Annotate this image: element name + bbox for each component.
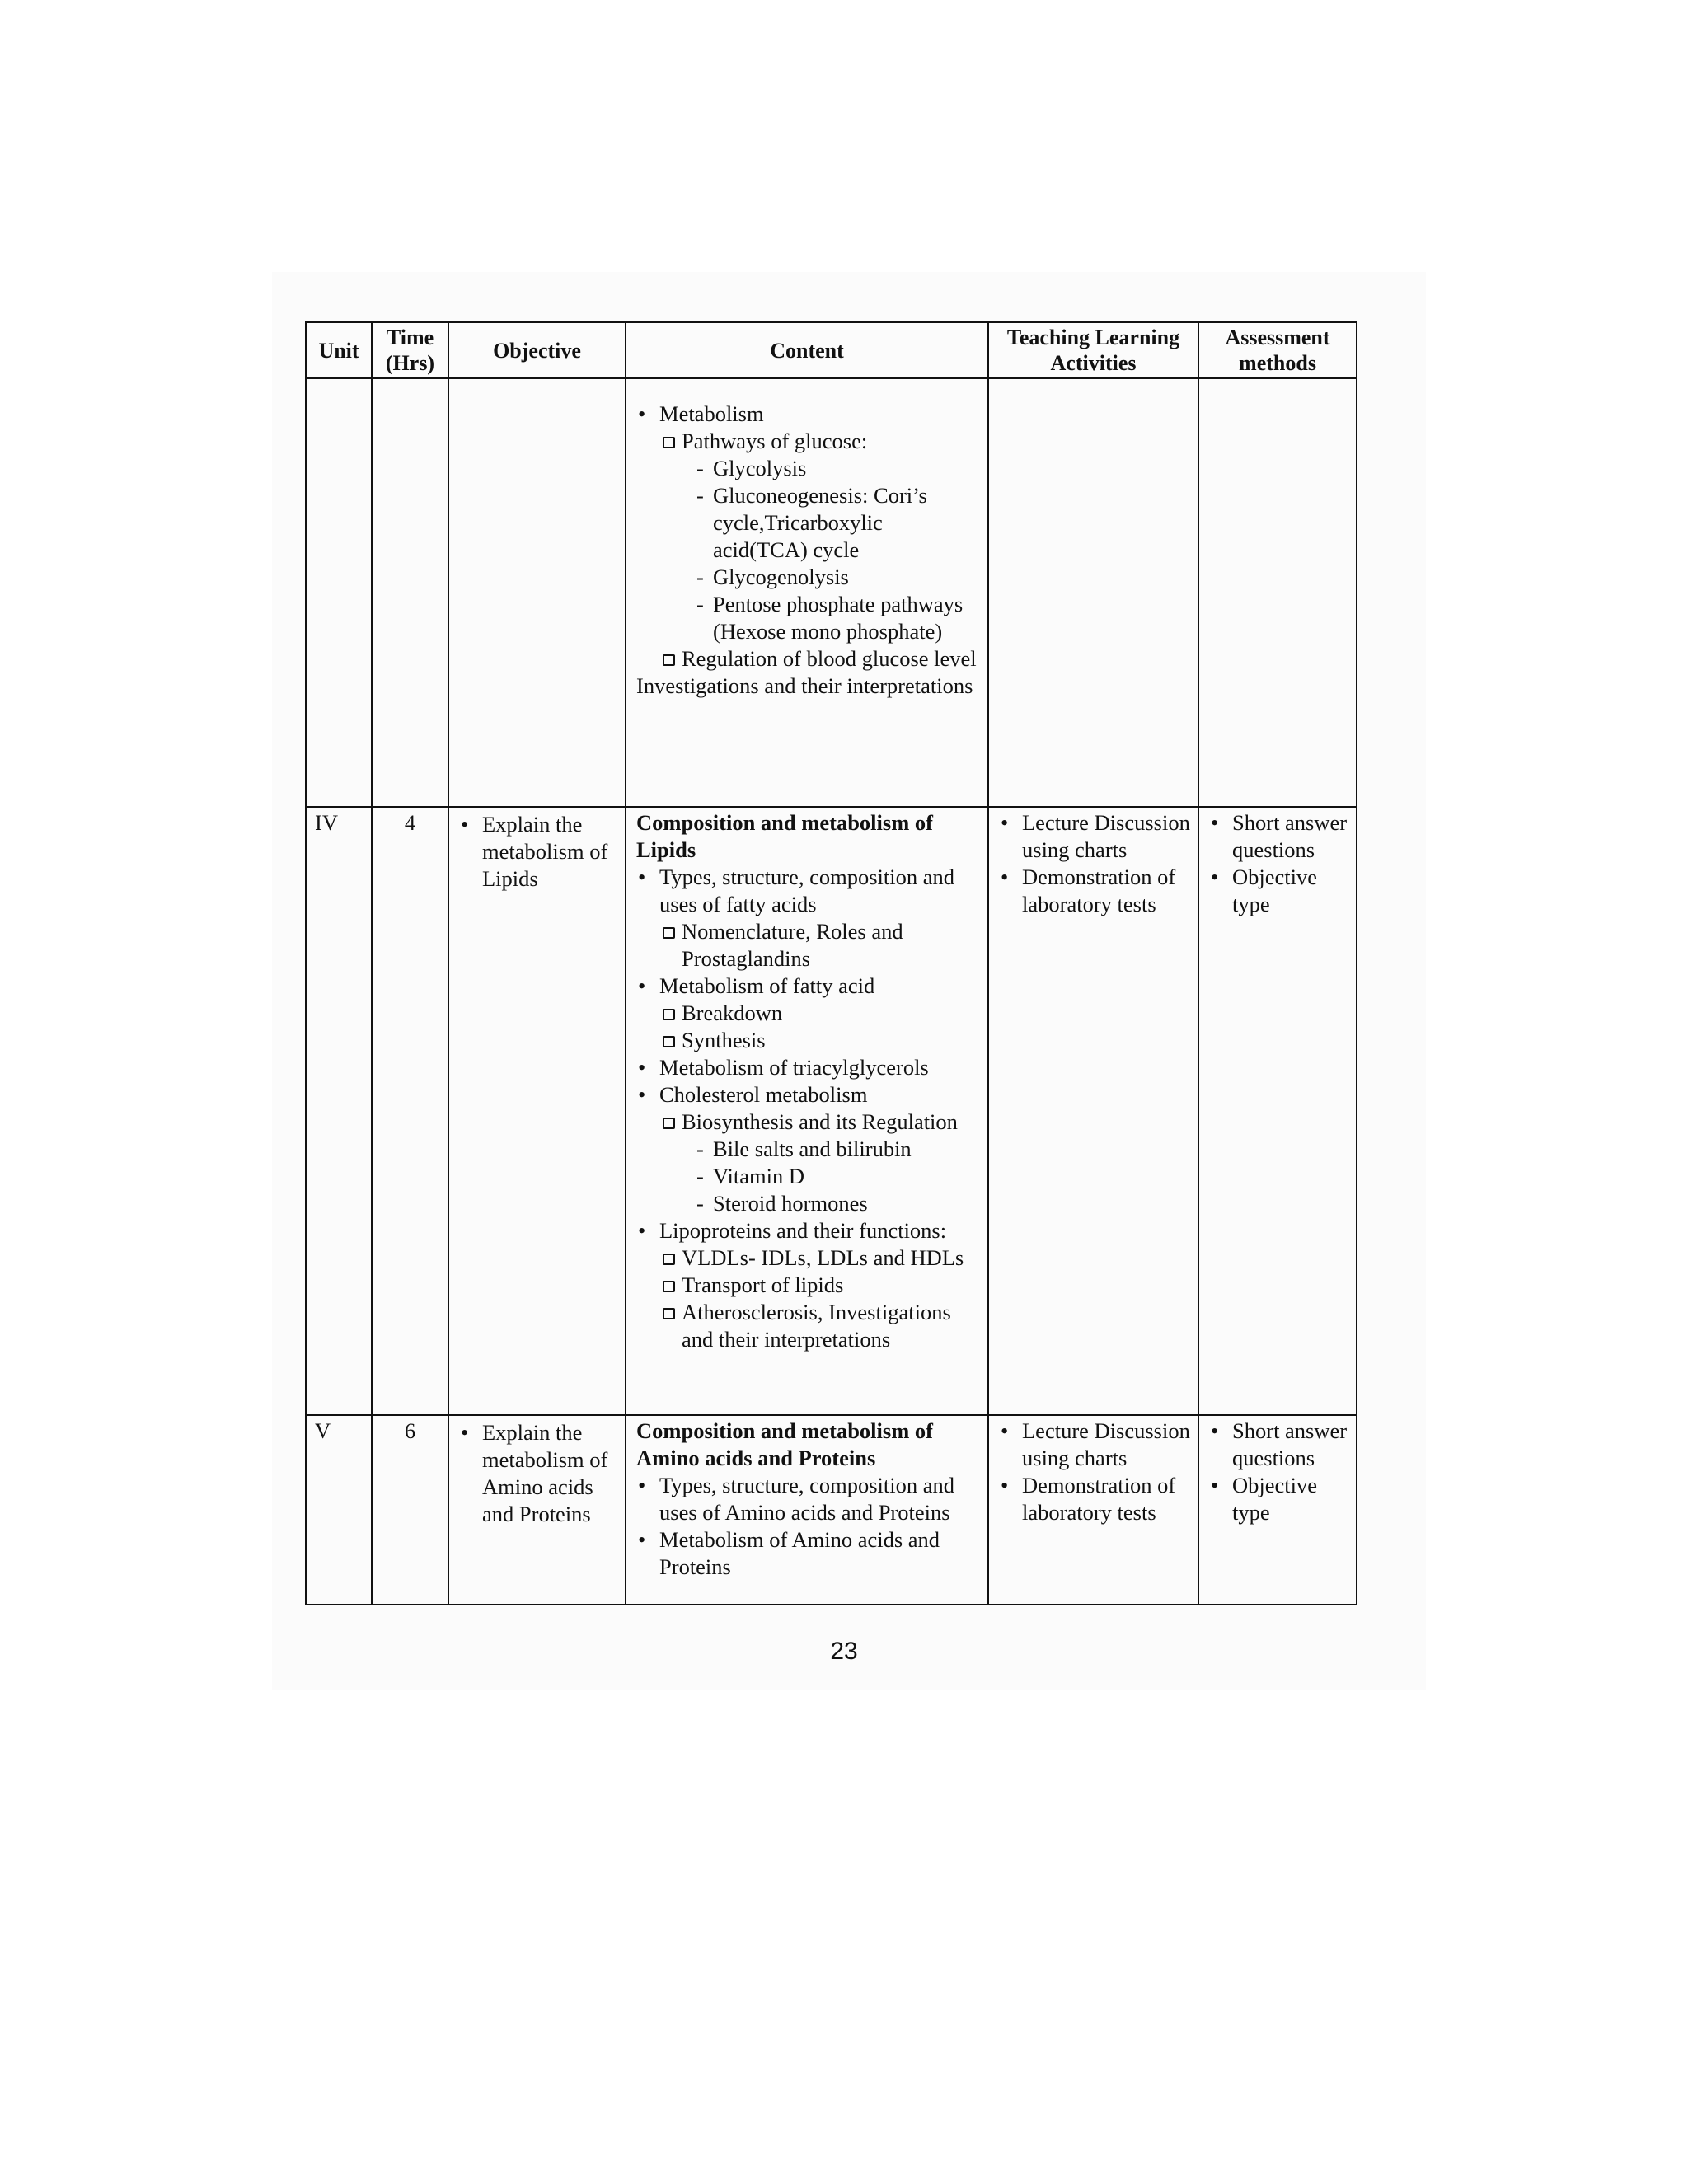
table-row-continued [306,378,1357,807]
list-item: • Lecture Discussion using charts [999,1418,1191,1472]
list-item: - Steroid hormones [692,1190,981,1217]
content-note: Investigations and their interpretations [636,673,973,698]
list-item: - Gluconeogenesis: Cori’s cycle,Tricarboxylic acid(TCA) cycle [692,482,981,564]
list-item: Breakdown [659,1000,981,1027]
list-item: • Objective type [1209,864,1349,918]
cell-time [372,378,448,807]
cell-teaching-learning [988,378,1198,807]
cell-assessment [1198,807,1357,1415]
list-item: • Short answer questions [1209,809,1349,864]
list-item: Biosynthesis and its Regulation - Bile salts and bilirubin - Vitamin D - Steroid hormones [659,1108,981,1217]
list-item: Pathways of glucose: - Glycolysis - Gluconeogenesis: Cori’s cycle,Tricarboxylic acid(TCA) cycle - Glycogenolysis - Pentose phosphate pathways (Hexose mono phosphate) [659,428,981,645]
cell-assessment [1198,378,1357,807]
header-teaching-learning: Teaching Learning Activities [988,322,1198,378]
header-assessment: Assessment methods [1198,322,1357,378]
table-header-row [306,322,1357,378]
content-title: Composition and metabolism of Lipids [636,810,933,862]
list-item: - Pentose phosphate pathways (Hexose mono phosphate) [692,591,981,645]
list-item: • Demonstration of laboratory tests [999,864,1191,918]
list-item: • Metabolism of fatty acid Breakdown Synthesis [636,972,981,1054]
cell-time: 4 [372,807,448,1415]
list-item: Nomenclature, Roles and Prostaglandins [659,918,981,972]
header-unit: Unit [306,322,372,378]
table-row-unit-iv [306,807,1357,1415]
header-content: Content [626,322,988,378]
header-objective: Objective [448,322,626,378]
list-item: • Short answer questions [1209,1418,1349,1472]
list-item: • Lecture Discussion using charts [999,809,1191,864]
cell-unit: IV [306,807,372,1415]
page-number: 23 [830,1638,858,1665]
list-item: • Metabolism of triacylglycerols [636,1054,981,1081]
list-item: - Vitamin D [692,1163,981,1190]
list-item: Synthesis [659,1027,981,1054]
list-item: Atherosclerosis, Investigations and their interpretations [659,1299,981,1353]
cell-time: 6 [372,1415,448,1605]
list-item: Regulation of blood glucose level [659,645,981,673]
cell-objective [448,807,626,1415]
cell-unit: V [306,1415,372,1605]
cell-content [626,1415,988,1605]
list-item: - Glycolysis [692,455,981,482]
objective-text: • Explain the metabolism of Amino acids and Proteins [459,1419,618,1528]
content-title: Composition and metabolism of Amino acids and Proteins [636,1418,933,1470]
list-item: • Types, structure, composition and uses of fatty acids Nomenclature, Roles and Prostaglandins [636,864,981,972]
list-item: • Demonstration of laboratory tests [999,1472,1191,1526]
list-item: - Glycogenolysis [692,564,981,591]
cell-objective [448,1415,626,1605]
list-item: • Objective type [1209,1472,1349,1526]
table-row-unit-v [306,1415,1357,1605]
objective-text: • Explain the metabolism of Lipids [459,811,618,893]
list-item: • Cholesterol metabolism Biosynthesis and its Regulation - Bile salts and bilirubin - Vitamin D - Steroid hormones [636,1081,981,1217]
list-item: • Types, structure, composition and uses of Amino acids and Proteins [636,1472,981,1526]
header-time: Time (Hrs) [372,322,448,378]
cell-objective [448,378,626,807]
list-item: - Bile salts and bilirubin [692,1136,981,1163]
cell-content [626,807,988,1415]
cell-assessment [1198,1415,1357,1605]
list-item: Transport of lipids [659,1272,981,1299]
cell-teaching-learning [988,807,1198,1415]
cell-unit [306,378,372,807]
list-item: • Metabolism of Amino acids and Proteins [636,1526,981,1581]
syllabus-table [305,321,1357,1605]
list-item: • Lipoproteins and their functions: VLDLs- IDLs, LDLs and HDLs Transport of lipids Atherosclerosis, Investigations and their interpretations [636,1217,981,1353]
cell-content [626,378,988,807]
list-item: VLDLs- IDLs, LDLs and HDLs [659,1244,981,1272]
cell-teaching-learning [988,1415,1198,1605]
list-item: • Metabolism Pathways of glucose: - Glycolysis - Gluconeogenesis: Cori’s cycle,Tricarboxylic acid(TCA) cycle - Glycogenolysis - Pentose phosphate pathways (Hexose mono phosphate) Regulation of blood glucose level [636,401,981,673]
